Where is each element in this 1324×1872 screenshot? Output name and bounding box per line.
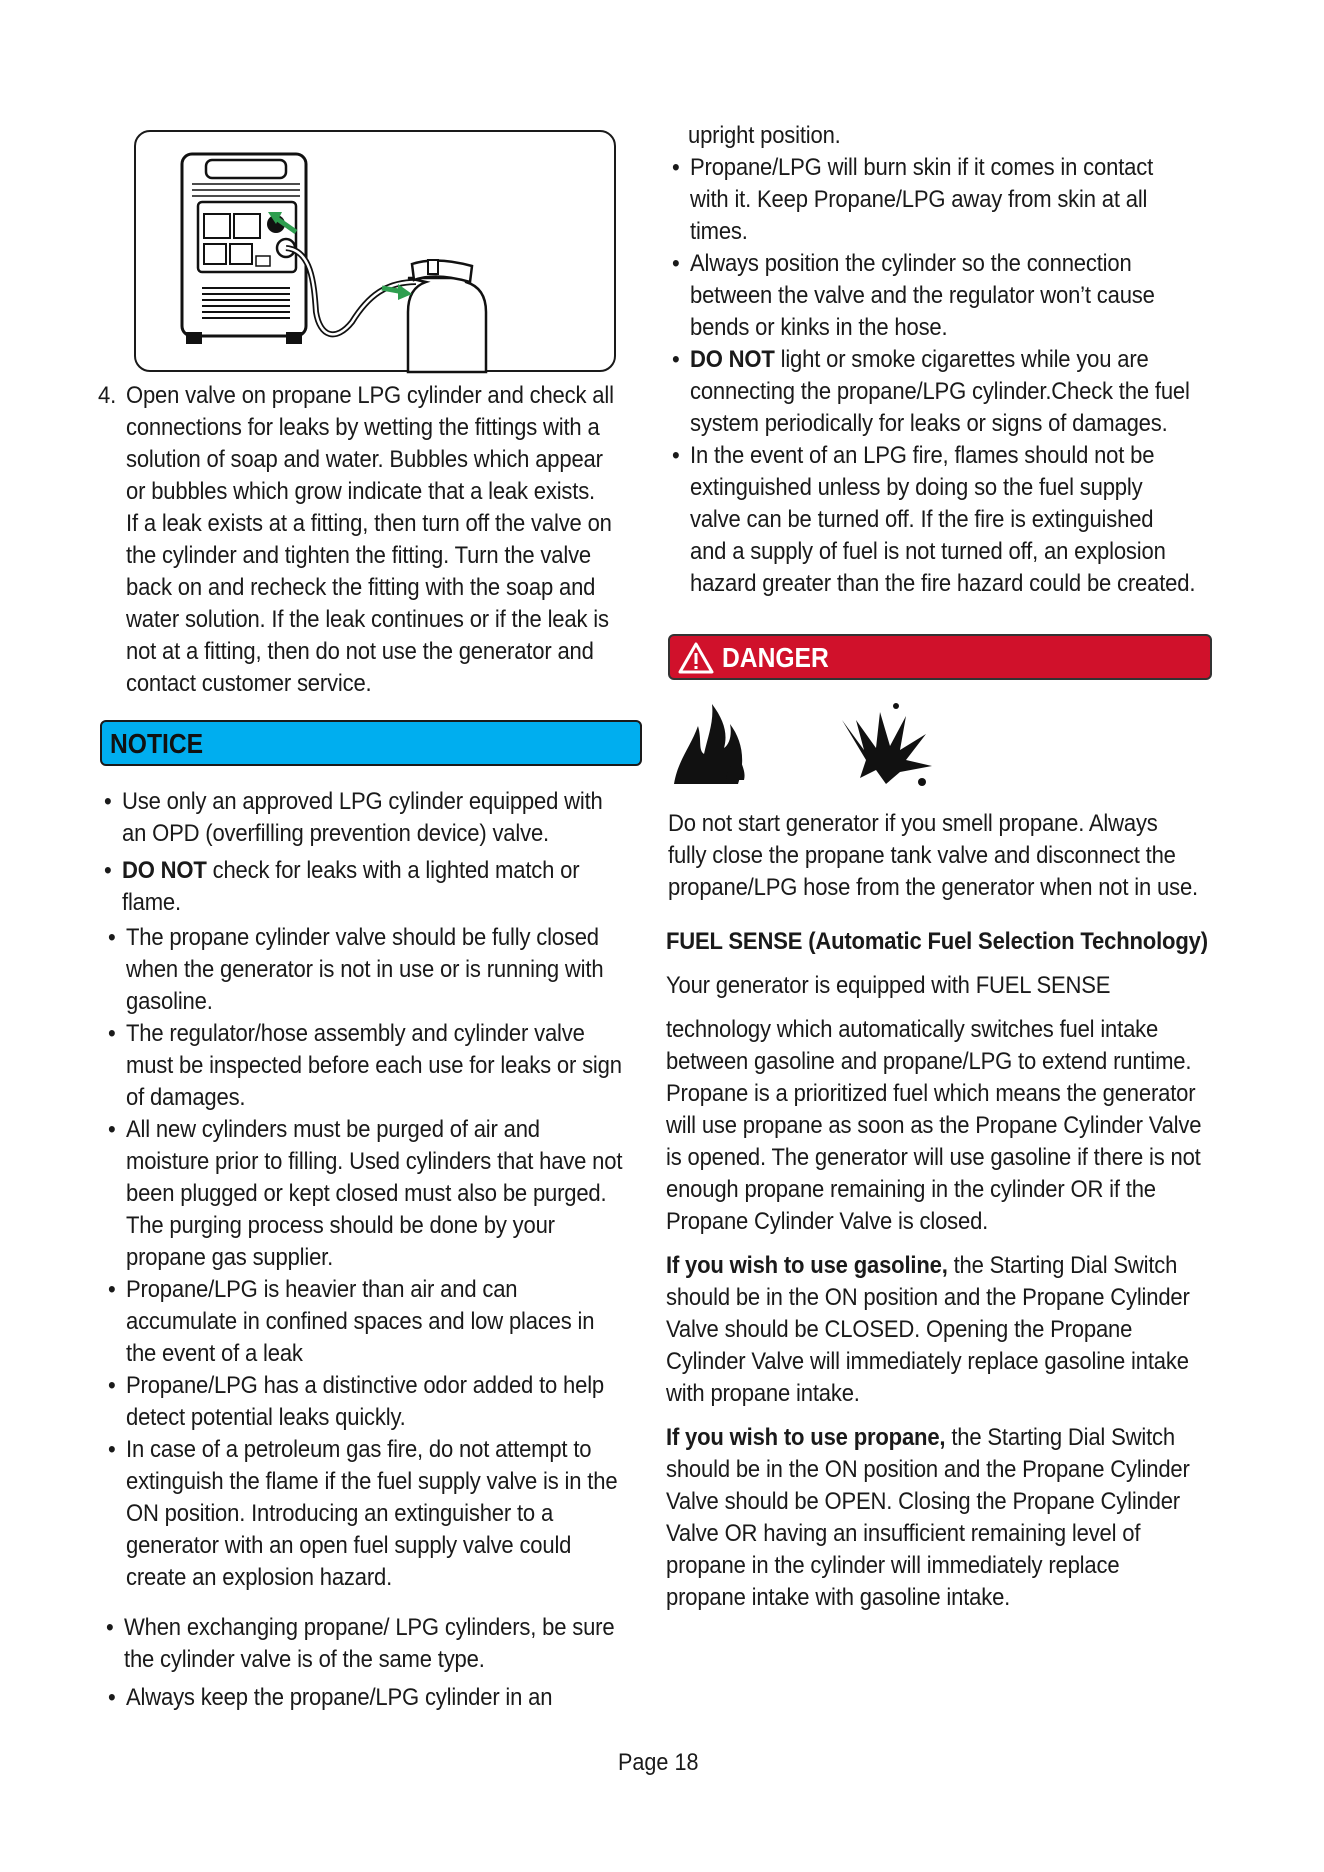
body-line: will use propane as soon as the Propane Cylinder Valve [666, 1112, 1202, 1139]
danger-line: Do not start generator if you smell propane. Always [668, 810, 1158, 837]
bullet-line: gasoline. [126, 988, 213, 1015]
bullet-line: with it. Keep Propane/LPG away from skin at all [690, 186, 1148, 213]
bullet-line: accumulate in confined spaces and low places in [126, 1308, 595, 1335]
generator-cylinder-drawing [136, 132, 618, 374]
bullet-line: detect potential leaks quickly. [126, 1404, 406, 1431]
bullet-dot: • [104, 788, 112, 815]
bullet-text: light or smoke cigarettes while you are [774, 346, 1149, 373]
body-line [666, 1422, 1251, 1454]
step-number: 4. [98, 382, 117, 409]
propane-lead: If you wish to use propane, [666, 1424, 946, 1451]
step-line: not at a fitting, then do not use the generator and [126, 638, 594, 665]
bullet-dot: • [672, 250, 680, 277]
bullet-line: Use only an approved LPG cylinder equipped with [122, 788, 603, 815]
step-line: Open valve on propane LPG cylinder and check all [126, 382, 614, 409]
bullet-dot: • [108, 1116, 116, 1143]
bullet-line: valve can be turned off. If the fire is extinguished [690, 506, 1154, 533]
body-line: Cylinder Valve will immediately replace gasoline intake [666, 1348, 1189, 1375]
step-line: If a leak exists at a fitting, then turn off the valve on [126, 510, 612, 537]
step-line: or bubbles which grow indicate that a leak exists. [126, 478, 596, 505]
generator-propane-illustration [134, 130, 616, 372]
body-text: the Starting Dial Switch [947, 1252, 1178, 1279]
bullet-line: extinguished unless by doing so the fuel supply [690, 474, 1143, 501]
step-line: back on and recheck the fitting with the soap and [126, 574, 596, 601]
explosion-hazard-icon [836, 700, 936, 790]
body-line: Propane is a prioritized fuel which means the generator [666, 1080, 1196, 1107]
body-line: technology which automatically switches fuel intake [666, 1016, 1159, 1043]
bullet-line: hazard greater than the fire hazard could be created. [690, 570, 1196, 597]
propane-paragraph [666, 1422, 1316, 1614]
notice-banner [100, 720, 642, 766]
danger-text [668, 808, 1318, 904]
step-line: water solution. If the leak continues or if the leak is [126, 606, 609, 633]
bullet-dot: • [104, 857, 112, 884]
step-line: solution of soap and water. Bubbles which appear [126, 446, 603, 473]
bullet-line: Propane/LPG will burn skin if it comes in contact [690, 154, 1154, 181]
body-line: should be in the ON position and the Propane Cylinder [666, 1284, 1190, 1311]
bullet-line: Propane/LPG is heavier than air and can [126, 1276, 518, 1303]
danger-line: propane/LPG hose from the generator when not in use. [668, 874, 1198, 901]
bullet-line [122, 855, 689, 887]
step-line: the cylinder and tighten the fitting. Turn the valve [126, 542, 592, 569]
body-line: Valve should be OPEN. Closing the Propane Cylinder [666, 1488, 1180, 1515]
bold-lead: DO NOT [690, 346, 775, 373]
bullet-line: propane gas supplier. [126, 1244, 334, 1271]
fuel-sense-heading: FUEL SENSE (Automatic Fuel Selection Technology) [666, 928, 1208, 955]
bullet-line: been plugged or kept closed must also be purged. [126, 1180, 607, 1207]
bold-lead: DO NOT [122, 857, 207, 884]
bullet-line: In the event of an LPG fire, flames should not be [690, 442, 1155, 469]
bullet-line: create an explosion hazard. [126, 1564, 393, 1591]
body-line: Propane Cylinder Valve is closed. [666, 1208, 989, 1235]
bullet-line: the cylinder valve is of the same type. [124, 1646, 485, 1673]
step-line: connections for leaks by wetting the fittings with a [126, 414, 600, 441]
bullet-dot: • [108, 1276, 116, 1303]
bullet-dot: • [108, 1436, 116, 1463]
body-line: propane intake with gasoline intake. [666, 1584, 1011, 1611]
bullet-line: between the valve and the regulator won’t cause [690, 282, 1155, 309]
bullet-line: When exchanging propane/ LPG cylinders, be sure [124, 1614, 615, 1641]
bullet-line [690, 344, 1257, 376]
bullet-line: of damages. [126, 1084, 246, 1111]
bullet-line: Always keep the propane/LPG cylinder in an [126, 1684, 553, 1711]
bullet-line: flame. [122, 889, 181, 916]
body-line: Valve OR having an insufficient remaining level of [666, 1520, 1141, 1547]
body-line: between gasoline and propane/LPG to extend runtime. [666, 1048, 1192, 1075]
body-line: should be in the ON position and the Propane Cylinder [666, 1456, 1190, 1483]
bullet-line: system periodically for leaks or signs of damages. [690, 410, 1168, 437]
bullet-dot: • [672, 154, 680, 181]
fuel-sense-intro: Your generator is equipped with FUEL SENSE [666, 972, 1111, 999]
bullet-dot: • [108, 1684, 116, 1711]
body-line [666, 1250, 1251, 1282]
bullet-line: The purging process should be done by your [126, 1212, 555, 1239]
bullet-line: an OPD (overfilling prevention device) valve. [122, 820, 549, 847]
bullet-dot: • [108, 1372, 116, 1399]
bullet-line: All new cylinders must be purged of air and [126, 1116, 540, 1143]
bullet-line: when the generator is not in use or is running with [126, 956, 604, 983]
bullet-line: the event of a leak [126, 1340, 303, 1367]
bullet-line: Always position the cylinder so the connection [690, 250, 1132, 277]
danger-label: DANGER [722, 642, 829, 673]
danger-line: fully close the propane tank valve and disconnect the [668, 842, 1176, 869]
bullet-line: The propane cylinder valve should be fully closed [126, 924, 599, 951]
continued-line: upright position. [688, 122, 841, 149]
warning-triangle-icon [678, 642, 714, 674]
danger-banner [668, 634, 1212, 680]
bullet-line: In case of a petroleum gas fire, do not attempt to [126, 1436, 592, 1463]
bullet-dot: • [108, 1020, 116, 1047]
body-text: the Starting Dial Switch [945, 1424, 1175, 1451]
bullet-line: must be inspected before each use for leaks or sign [126, 1052, 622, 1079]
bullet-line: moisture prior to filling. Used cylinders that have not [126, 1148, 623, 1175]
body-line: is opened. The generator will use gasoline if there is not [666, 1144, 1201, 1171]
bullet-line: Propane/LPG has a distinctive odor added to help [126, 1372, 605, 1399]
body-line: Valve should be CLOSED. Opening the Propane [666, 1316, 1133, 1343]
bullet-dot: • [108, 924, 116, 951]
fuel-sense-body [666, 1014, 1316, 1238]
body-line: propane in the cylinder will immediately replace [666, 1552, 1120, 1579]
bullet-line: generator with an open fuel supply valve could [126, 1532, 572, 1559]
bullet-line: The regulator/hose assembly and cylinder valve [126, 1020, 585, 1047]
bullet-dot: • [672, 442, 680, 469]
notice-label: NOTICE [110, 728, 204, 759]
bullet-line: bends or kinks in the hose. [690, 314, 948, 341]
fire-hazard-icon [668, 700, 758, 790]
page-number: Page 18 [618, 1749, 699, 1776]
bullet-line: and a supply of fuel is not turned off, an explosion [690, 538, 1166, 565]
step-line: contact customer service. [126, 670, 372, 697]
gasoline-lead: If you wish to use gasoline, [666, 1252, 948, 1279]
gasoline-paragraph [666, 1250, 1316, 1410]
body-line: with propane intake. [666, 1380, 860, 1407]
bullet-dot: • [672, 346, 680, 373]
bullet-line: connecting the propane/LPG cylinder.Check the fuel [690, 378, 1190, 405]
bullet-line: extinguish the flame if the fuel supply valve is in the [126, 1468, 618, 1495]
bullet-text: check for leaks with a lighted match or [206, 857, 580, 884]
bullet-line: times. [690, 218, 748, 245]
body-line: enough propane remaining in the cylinder OR if the [666, 1176, 1156, 1203]
bullet-line: ON position. Introducing an extinguisher to a [126, 1500, 554, 1527]
bullet-dot: • [106, 1614, 114, 1641]
